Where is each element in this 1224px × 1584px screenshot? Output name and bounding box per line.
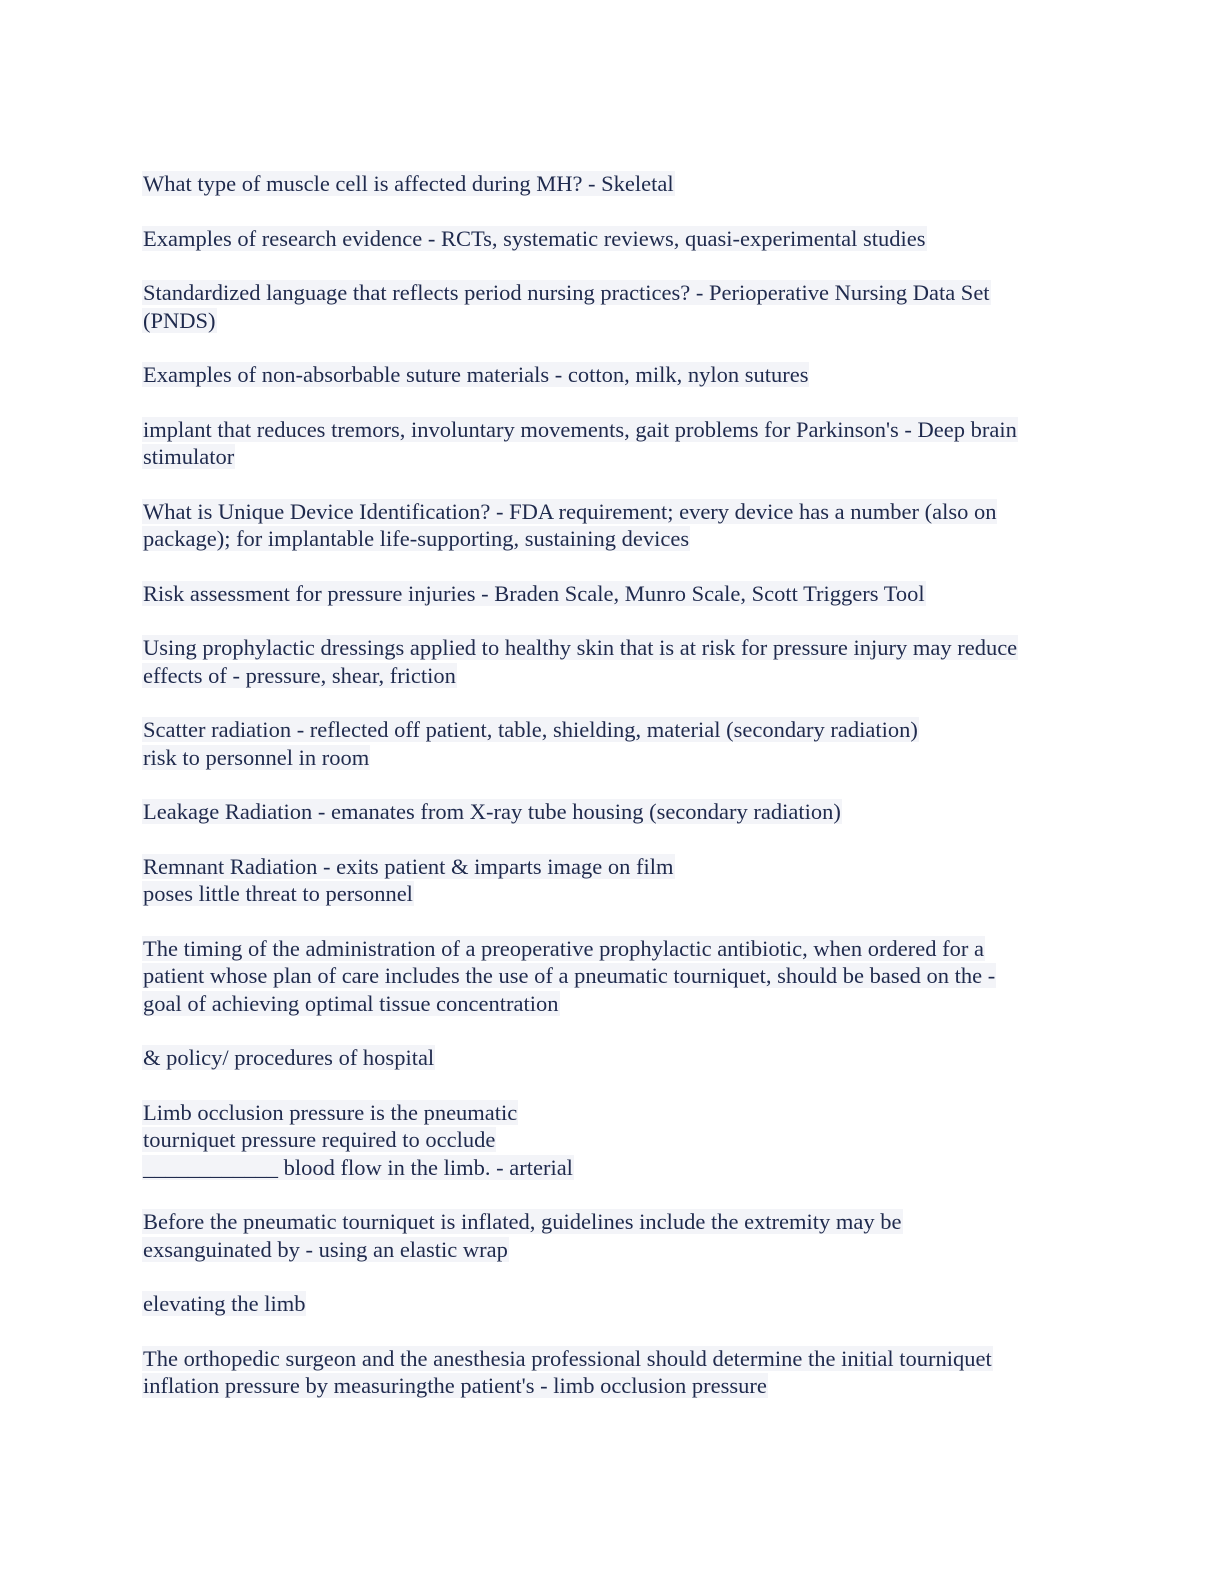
entry-line-text: poses little threat to personnel — [143, 881, 413, 906]
entry-line — [142, 225, 1082, 253]
entry-line-text: ____________ blood flow in the limb. - arterial — [143, 1154, 573, 1180]
entry-line-text: Limb occlusion pressure is the pneumatic — [143, 1099, 518, 1125]
entry-line — [142, 307, 1082, 335]
flashcard-entry — [142, 279, 1082, 334]
entry-line — [142, 580, 1082, 608]
flashcard-entry — [142, 1290, 1082, 1318]
entry-line-text: package); for implantable life-supporting, sustaining devices — [143, 526, 690, 551]
entry-line-text: implant that reduces tremors, involuntary movements, gait problems for Parkinson's - Deep brain — [143, 416, 1017, 442]
entry-line-text: & policy/ procedures of hospital — [143, 1045, 435, 1070]
entry-line — [142, 634, 1082, 662]
entry-line-text: elevating the limb — [143, 1291, 306, 1316]
entry-line — [142, 170, 1082, 198]
entry-line — [142, 498, 1082, 526]
entry-line-text: goal of achieving optimal tissue concentration — [143, 990, 559, 1016]
flashcard-entry — [142, 853, 1082, 908]
entry-line-text: stimulator — [143, 444, 235, 469]
entry-line-text: The timing of the administration of a preoperative prophylactic antibiotic, when ordered for a — [143, 935, 984, 961]
entry-line-text: patient whose plan of care includes the use of a pneumatic tourniquet, should be based on the - — [143, 963, 996, 988]
entry-line — [142, 279, 1082, 307]
flashcard-entry — [142, 1208, 1082, 1263]
entry-line — [142, 443, 1082, 471]
entry-line — [142, 744, 1082, 772]
entry-line — [142, 880, 1082, 908]
entry-line-text: Before the pneumatic tourniquet is inflated, guidelines include the extremity may be — [143, 1209, 902, 1234]
entry-line — [142, 1208, 1082, 1236]
entry-line-text: effects of - pressure, shear, friction — [143, 662, 456, 688]
entry-line-text: Leakage Radiation - emanates from X-ray tube housing (secondary radiation) — [143, 799, 841, 824]
flashcard-entry — [142, 225, 1082, 253]
entry-line-text: Examples of non-absorbable suture materials - cotton, milk, nylon sutures — [143, 362, 809, 387]
entry-line — [142, 1044, 1082, 1072]
entry-line — [142, 1154, 1082, 1182]
entry-line — [142, 962, 1082, 990]
entry-line-text: What is Unique Device Identification? - FDA requirement; every device has a number (also on — [143, 498, 997, 524]
entry-line-text: Examples of research evidence - RCTs, systematic reviews, quasi-experimental studies — [143, 225, 926, 251]
entry-line — [142, 1236, 1082, 1264]
flashcard-entry — [142, 1345, 1082, 1400]
entry-line — [142, 1099, 1082, 1127]
entry-line — [142, 662, 1082, 690]
flashcard-list — [142, 170, 1082, 1427]
entry-line-text: (PNDS) — [143, 307, 216, 333]
entry-line-text: Risk assessment for pressure injuries - Braden Scale, Munro Scale, Scott Triggers Tool — [143, 580, 925, 606]
entry-line-text: risk to personnel in room — [143, 744, 370, 770]
entry-line-text: What type of muscle cell is affected during MH? - Skeletal — [143, 171, 674, 196]
entry-line-text: The orthopedic surgeon and the anesthesia professional should determine the initial tourniquet — [143, 1345, 992, 1371]
entry-line-text: inflation pressure by measuringthe patient's - limb occlusion pressure — [143, 1373, 767, 1398]
flashcard-entry — [142, 634, 1082, 689]
entry-line — [142, 361, 1082, 389]
flashcard-entry — [142, 716, 1082, 771]
entry-line — [142, 416, 1082, 444]
entry-line — [142, 716, 1082, 744]
flashcard-entry — [142, 798, 1082, 826]
flashcard-entry — [142, 361, 1082, 389]
entry-line-text: Using prophylactic dressings applied to healthy skin that is at risk for pressure injury may reduce — [143, 635, 1018, 660]
entry-line — [142, 1290, 1082, 1318]
entry-line — [142, 525, 1082, 553]
flashcard-entry — [142, 1044, 1082, 1072]
entry-line — [142, 935, 1082, 963]
flashcard-entry — [142, 498, 1082, 553]
entry-line — [142, 990, 1082, 1018]
entry-line — [142, 1372, 1082, 1400]
entry-line-text: tourniquet pressure required to occlude — [143, 1127, 496, 1152]
entry-line-text: Scatter radiation - reflected off patient, table, shielding, material (secondary radiation) — [143, 717, 918, 742]
entry-line — [142, 853, 1082, 881]
flashcard-entry — [142, 935, 1082, 1018]
entry-line — [142, 1345, 1082, 1373]
flashcard-entry — [142, 1099, 1082, 1182]
entry-line-text: Standardized language that reflects period nursing practices? - Perioperative Nursing Data Set — [143, 280, 990, 305]
flashcard-entry — [142, 580, 1082, 608]
flashcard-entry — [142, 170, 1082, 198]
flashcard-entry — [142, 416, 1082, 471]
entry-line — [142, 1126, 1082, 1154]
entry-line-text: exsanguinated by - using an elastic wrap — [143, 1236, 508, 1262]
entry-line-text: Remnant Radiation - exits patient & imparts image on film — [143, 853, 674, 879]
entry-line — [142, 798, 1082, 826]
